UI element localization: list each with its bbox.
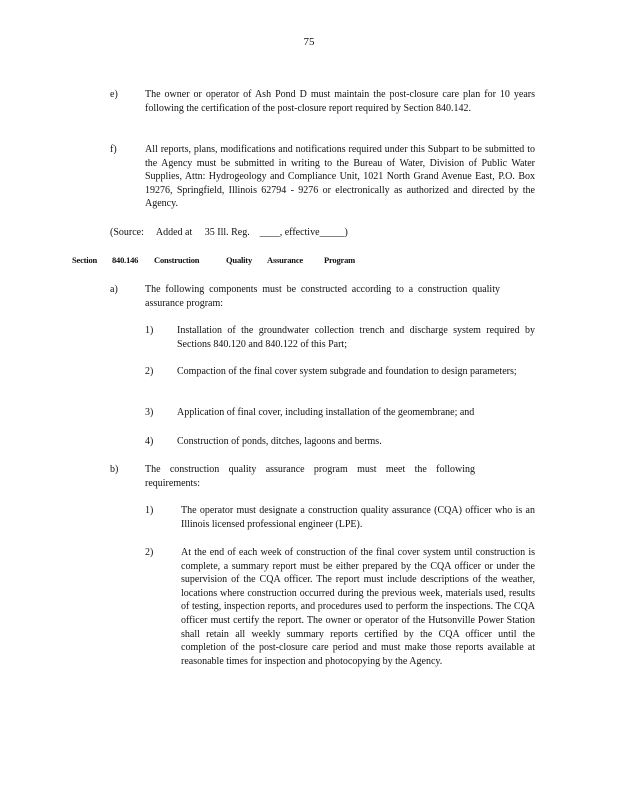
source-effective: , effective [279,227,320,238]
source-blank-1: ____ [259,227,280,238]
subsection-a-text: The following components must be constructed according to a construction quality assurance program: [145,284,500,309]
b-item-1-marker: 1) [145,505,154,516]
b-item-2-marker: 2) [145,547,154,558]
item-e-marker: e) [110,89,118,100]
a-item-4-text: Construction of ponds, ditches, lagoons and berms. [177,436,382,447]
a-item-4-marker: 4) [145,436,154,447]
item-e-text: The owner or operator of Ash Pond D must maintain the post-closure care plan for 10 years following the certification of the post-closure report required by Section 840.142. [145,89,535,114]
a-item-3-marker: 3) [145,407,154,418]
a-item-1-marker: 1) [145,325,154,336]
section-title-word-3: Assurance [267,255,303,265]
section-title-word-1: Construction [154,255,200,265]
b-item-2-text: At the end of each week of construction of the final cover system until construction is complete, a summary report must be either prepared by the CQA officer or under the supervision of the CQA officer. The report must include descriptions of the weather, locations where construction occurred during the previous week, materials used, results of testing, inspection reports, and procedures used to perform the inspections. The CQA officer must certify the report. The owner or operator of the Hutsonville Power Station shall retain all weekly summary reports certified by the CQA officer until the completion of the post-closure care period and must make those reports available at reasonable times for inspection and photocopying by the Agency. [181,547,535,667]
subsection-b-text: The construction quality assurance program must meet the following requirements: [145,464,475,489]
a-item-2-marker: 2) [145,366,154,377]
section-label: Section [72,255,98,265]
subsection-b-marker: b) [110,464,119,475]
section-number: 840.146 [112,255,139,265]
item-f-marker: f) [110,144,117,155]
a-item-1-text: Installation of the groundwater collection trench and discharge system required by Sections 840.120 and 840.122 of this Part; [177,325,535,350]
a-item-2-text: Compaction of the final cover system subgrade and foundation to design parameters; [177,366,517,377]
source-added: Added at [155,227,193,238]
b-item-1-text: The operator must designate a construction quality assurance (CQA) officer who is an Illinois licensed professional engineer (LPE). [181,505,535,530]
section-title-word-4: Program [324,255,356,265]
source-open: (Source: [110,227,144,238]
source-ill-reg: 35 Ill. Reg. [204,227,250,238]
subsection-a-marker: a) [110,284,118,295]
section-title-word-2: Quality [226,255,252,265]
a-item-3-text: Application of final cover, including installation of the geomembrane; and [177,407,475,418]
page-number: 75 [303,36,315,48]
source-blank-2: _____) [319,227,348,238]
item-f-text: All reports, plans, modifications and notifications required under this Subpart to be submitted to the Agency must be submitted in writing to the Bureau of Water, Division of Public Water Supplies, Attn: Hydrogeology and Compliance Unit, 1021 North Grand Avenue East, P.O. Box 19276, Springfield, Illinois 62794 - 9276 or electronically as authorized and directed by the Agency. [145,144,535,210]
source-note [110,227,358,238]
